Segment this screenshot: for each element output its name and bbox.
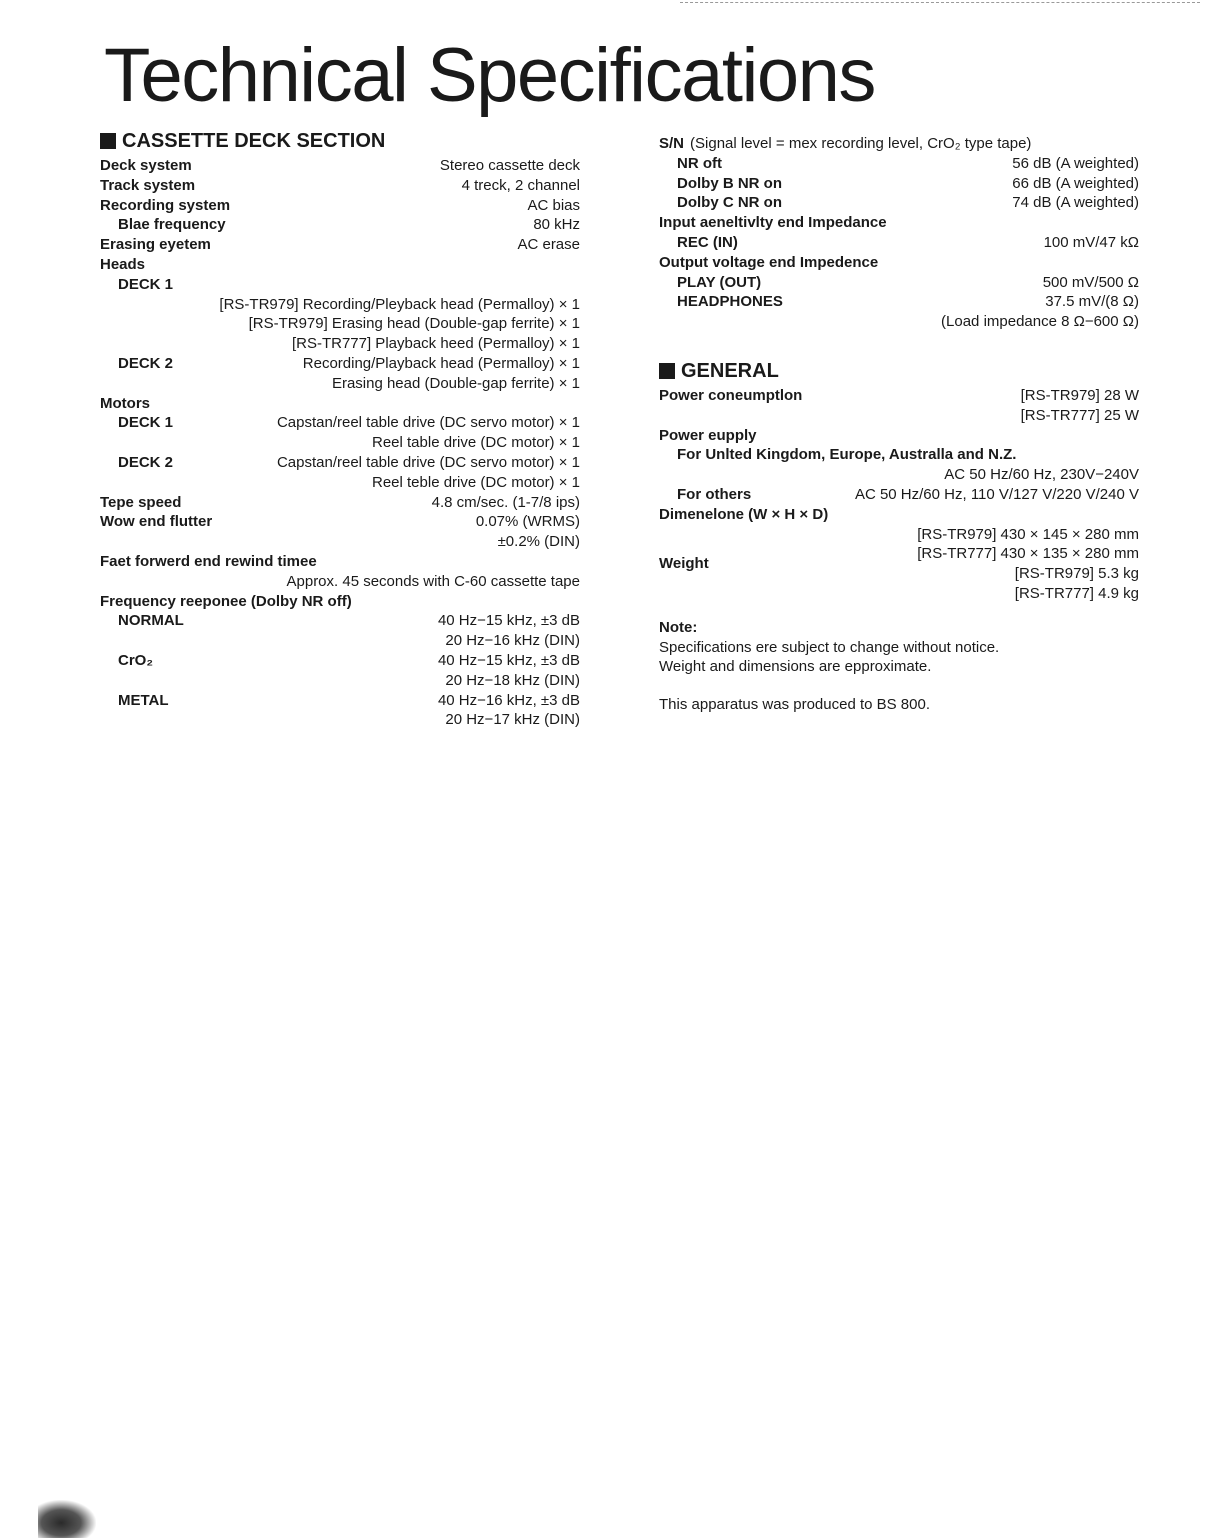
spec-value: 0.07% (WRMS) bbox=[475, 513, 580, 531]
spec-value: Recording/Playback head (Permalloy) × 1 bbox=[302, 354, 580, 372]
spec-value: 500 mV/500 Ω bbox=[1042, 273, 1139, 291]
bs-standard-line: This apparatus was produced to BS 800. bbox=[659, 696, 930, 714]
spec-value: Reel teble drive (DC motor) × 1 bbox=[372, 473, 580, 491]
general-heading bbox=[659, 358, 1139, 384]
spec-value: ±0.2% (DIN) bbox=[497, 533, 580, 551]
spec-value: 100 mV/47 kΩ bbox=[1043, 233, 1139, 251]
spec-value: Approx. 45 seconds with C-60 cassette tape bbox=[286, 572, 580, 590]
spec-label: DECK 2 bbox=[118, 453, 174, 471]
spec-row bbox=[659, 465, 1139, 485]
spec-value: Capstan/reel table drive (DC servo motor) × 1 bbox=[276, 414, 580, 432]
spec-value: [RS-TR979] Erasing head (Double-gap ferrite) × 1 bbox=[248, 315, 580, 333]
spec-note: (Signal level = mex recording level, CrO₂ type tape) bbox=[690, 135, 1032, 152]
spec-value: 80 kHz bbox=[533, 216, 580, 234]
spec-label: S/N bbox=[659, 135, 685, 152]
spec-label: Erasing eyetem bbox=[100, 236, 211, 254]
spec-label: Power eupply bbox=[659, 426, 757, 444]
spec-value: Capstan/reel table drive (DC servo motor) × 1 bbox=[276, 453, 580, 471]
spec-label: Frequency reeponee (Dolby NR off) bbox=[100, 592, 352, 610]
spec-value: [RS-TR979] Recording/Pleyback head (Permalloy) × 1 bbox=[219, 295, 580, 313]
spec-value: Stereo cassette deck bbox=[439, 157, 580, 174]
spec-value: 4.8 cm/sec. (1-7/8 ips) bbox=[431, 493, 580, 511]
cassette-heading bbox=[100, 128, 580, 154]
spec-row bbox=[100, 275, 580, 295]
note-label: Note: bbox=[659, 618, 698, 636]
spec-label: Weight bbox=[659, 555, 709, 573]
spec-row bbox=[659, 154, 1139, 174]
note-line: Weight and dimensions are epproximate. bbox=[659, 658, 932, 676]
spec-value: 20 Hz−16 kHz (DIN) bbox=[445, 632, 580, 650]
spec-label: Motors bbox=[100, 394, 150, 412]
spec-row bbox=[659, 584, 1139, 604]
spec-label: Dimenelone (W × H × D) bbox=[659, 505, 829, 523]
page-title: Technical Specifications bbox=[104, 33, 875, 118]
note-line: Specifications ere subject to change without notice. bbox=[659, 638, 1000, 656]
spec-label: NR oft bbox=[677, 154, 722, 172]
spec-row bbox=[100, 235, 580, 255]
spec-label: Deck system bbox=[100, 157, 192, 174]
spec-row bbox=[100, 710, 580, 730]
spec-label: PLAY (OUT) bbox=[677, 273, 762, 291]
cassette-heading-text: CASSETTE DECK SECTION bbox=[122, 130, 386, 152]
spec-row bbox=[100, 611, 580, 631]
spec-label: Dolby C NR on bbox=[677, 194, 782, 212]
spec-row bbox=[659, 134, 1139, 154]
spec-row bbox=[100, 473, 580, 493]
spec-value: Erasing head (Double-gap ferrite) × 1 bbox=[331, 374, 580, 392]
square-bullet-icon bbox=[659, 363, 675, 379]
spec-row bbox=[100, 354, 580, 374]
spec-label: CrO₂ bbox=[118, 651, 154, 669]
spec-value: 40 Hz−15 kHz, ±3 dB bbox=[437, 651, 580, 669]
spec-value: AC erase bbox=[517, 236, 580, 254]
spec-row bbox=[100, 176, 580, 196]
spec-label: DECK 1 bbox=[118, 414, 174, 432]
spec-value: 66 dB (A weighted) bbox=[1012, 174, 1139, 192]
top-edge-rule bbox=[680, 2, 1200, 4]
spec-row bbox=[100, 295, 580, 315]
spec-label: Input aeneltivlty end Impedance bbox=[659, 214, 887, 232]
spec-row bbox=[659, 485, 1139, 505]
spec-value: 40 Hz−15 kHz, ±3 dB bbox=[437, 612, 580, 630]
spec-row bbox=[100, 572, 580, 592]
spec-label: Recording system bbox=[100, 196, 231, 214]
spec-row bbox=[659, 174, 1139, 194]
spec-value: [RS-TR979] 430 × 145 × 280 mm bbox=[917, 525, 1139, 543]
spec-row bbox=[659, 406, 1139, 426]
spec-label: REC (IN) bbox=[677, 233, 738, 251]
spec-value: 4 treck, 2 channel bbox=[461, 176, 580, 194]
spec-row bbox=[100, 651, 580, 671]
spec-value: AC 50 Hz/60 Hz, 110 V/127 V/220 V/240 V bbox=[854, 485, 1139, 503]
spec-value: [RS-TR979] 28 W bbox=[1020, 386, 1139, 404]
spec-row bbox=[100, 512, 580, 532]
spec-value: 74 dB (A weighted) bbox=[1012, 194, 1139, 212]
spec-label: Heads bbox=[100, 255, 146, 273]
spec-row bbox=[659, 292, 1139, 312]
spec-row bbox=[659, 525, 1139, 545]
spec-row bbox=[100, 413, 580, 433]
right-column bbox=[659, 134, 1139, 715]
spec-value: [RS-TR777] 4.9 kg bbox=[1014, 584, 1139, 602]
spec-row bbox=[659, 233, 1139, 253]
spec-row bbox=[659, 544, 1139, 573]
spec-row bbox=[100, 433, 580, 453]
spec-label: For others bbox=[677, 485, 752, 503]
spec-row bbox=[100, 255, 580, 275]
spec-row bbox=[100, 334, 580, 354]
spec-value: (Load impedance 8 Ω−600 Ω) bbox=[941, 313, 1139, 331]
spec-row bbox=[100, 631, 580, 651]
spec-label: Faet forwerd end rewind timee bbox=[100, 552, 317, 570]
cassette-deck-section bbox=[100, 128, 580, 730]
spec-label: DECK 2 bbox=[118, 354, 174, 372]
spec-label: Track system bbox=[100, 176, 196, 194]
spec-row bbox=[100, 552, 580, 572]
spec-label: METAL bbox=[118, 691, 169, 709]
spec-row bbox=[100, 314, 580, 334]
spec-row bbox=[659, 193, 1139, 213]
page-corner-smudge bbox=[38, 1500, 96, 1538]
spec-label: NORMAL bbox=[118, 612, 184, 630]
spec-row bbox=[100, 215, 580, 235]
spec-value: Reel table drive (DC motor) × 1 bbox=[372, 434, 580, 452]
spec-row bbox=[659, 253, 1139, 273]
general-heading-text: GENERAL bbox=[681, 359, 779, 382]
spec-label: HEADPHONES bbox=[677, 293, 783, 311]
spec-label: Tepe speed bbox=[100, 493, 182, 511]
spec-row bbox=[659, 312, 1139, 332]
spec-value: [RS-TR777] 25 W bbox=[1020, 406, 1139, 424]
spec-label: DECK 1 bbox=[118, 275, 174, 293]
spec-label: For Unlted Kingdom, Europe, Australla and N.Z. bbox=[677, 446, 1017, 464]
spec-value: 20 Hz−17 kHz (DIN) bbox=[445, 711, 580, 729]
spec-row bbox=[100, 374, 580, 394]
spec-value: 20 Hz−18 kHz (DIN) bbox=[445, 671, 580, 689]
spec-row bbox=[100, 493, 580, 513]
spec-label: Power coneumptlon bbox=[659, 386, 803, 404]
spec-row bbox=[659, 445, 1139, 465]
spec-label: Output voltage end Impedence bbox=[659, 253, 879, 271]
spec-row bbox=[659, 564, 1139, 584]
spec-row bbox=[100, 691, 580, 711]
spec-row bbox=[100, 671, 580, 691]
spec-label: Wow end flutter bbox=[100, 513, 213, 531]
spec-row bbox=[659, 213, 1139, 233]
spec-row bbox=[659, 426, 1139, 446]
spec-label: Dolby B NR on bbox=[677, 174, 782, 192]
spec-row bbox=[100, 394, 580, 414]
spec-row bbox=[100, 453, 580, 473]
square-bullet-icon bbox=[100, 133, 116, 149]
spec-value: 56 dB (A weighted) bbox=[1012, 154, 1139, 172]
spec-value: [RS-TR979] 5.3 kg bbox=[1014, 565, 1139, 583]
spec-value: 40 Hz−16 kHz, ±3 dB bbox=[437, 691, 580, 709]
spec-value: AC bias bbox=[527, 196, 580, 214]
spec-row bbox=[100, 156, 580, 176]
spec-value: 37.5 mV/(8 Ω) bbox=[1045, 293, 1139, 311]
spec-row bbox=[659, 273, 1139, 293]
spec-row bbox=[100, 592, 580, 612]
spec-row bbox=[659, 505, 1139, 525]
spec-value: AC 50 Hz/60 Hz, 230V−240V bbox=[944, 466, 1139, 484]
spec-value: [RS-TR777] Playback heed (Permalloy) × 1 bbox=[291, 335, 580, 353]
spec-row bbox=[100, 532, 580, 552]
spec-row bbox=[100, 196, 580, 216]
spec-value: [RS-TR777] 430 × 135 × 280 mm bbox=[917, 545, 1139, 563]
spec-row bbox=[659, 386, 1139, 406]
spec-label: Blae frequency bbox=[118, 216, 226, 234]
